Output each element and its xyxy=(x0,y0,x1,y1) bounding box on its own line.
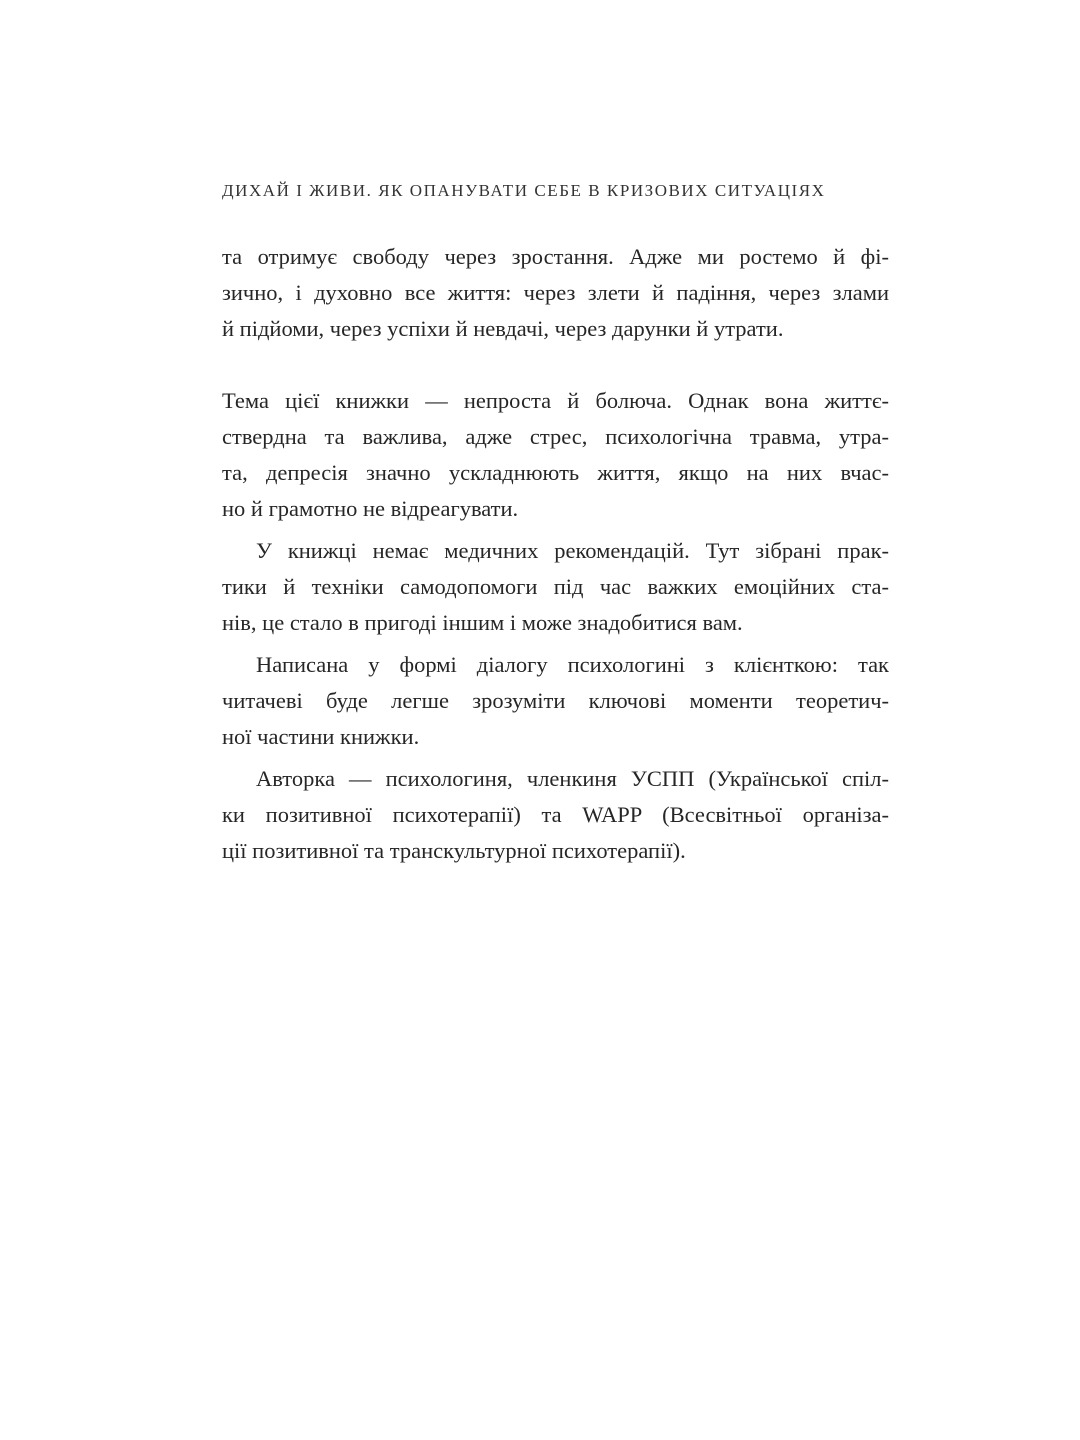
text-line: У книжці немає медичних рекомендацій. Тут зібрані прак- xyxy=(256,538,889,563)
text-line: читачеві буде легше зрозуміти ключові моменти теоретич- xyxy=(222,688,889,713)
text-line: ції позитивної та транскультурної психотерапії). xyxy=(222,838,686,863)
text-line: Авторка — психологиня, членкиня УСПП (Української спіл- xyxy=(256,766,889,791)
text-line: тики й техніки самодопомоги під час важких емоційних ста- xyxy=(222,574,889,599)
text-line: нів, це стало в пригоді іншим і може знадобитися вам. xyxy=(222,610,743,635)
body-text xyxy=(222,239,889,869)
paragraph-2 xyxy=(222,383,889,527)
paragraph-3 xyxy=(222,533,889,641)
text-line: ствердна та важлива, адже стрес, психологічна травма, утра- xyxy=(222,424,889,449)
text-line: ної частини книжки. xyxy=(222,724,420,749)
text-line: й підйоми, через успіхи й невдачі, через дарунки й утрати. xyxy=(222,316,784,341)
paragraph-spacer xyxy=(222,365,889,383)
text-line: зично, і духовно все життя: через злети й падіння, через злами xyxy=(222,280,889,305)
text-line: та, депресія значно ускладнюють життя, якщо на них вчас- xyxy=(222,460,889,485)
paragraph-5 xyxy=(222,761,889,869)
paragraph-4 xyxy=(222,647,889,755)
text-line: но й грамотно не відреагувати. xyxy=(222,496,519,521)
paragraph-spacer xyxy=(222,347,889,365)
paragraph-1 xyxy=(222,239,889,347)
running-head: ДИХАЙ І ЖИВИ. ЯК ОПАНУВАТИ СЕБЕ В КРИЗОВИХ СИТУАЦІЯХ xyxy=(222,181,826,200)
text-line: Тема цієї книжки — непроста й болюча. Однак вона життє- xyxy=(222,388,889,413)
text-line: Написана у формі діалогу психологині з клієнткою: так xyxy=(256,652,889,677)
text-line: ки позитивної психотерапії) та WAPP (Всесвітньої організа- xyxy=(222,802,889,827)
text-line: та отримує свободу через зростання. Адже ми ростемо й фі- xyxy=(222,244,889,269)
